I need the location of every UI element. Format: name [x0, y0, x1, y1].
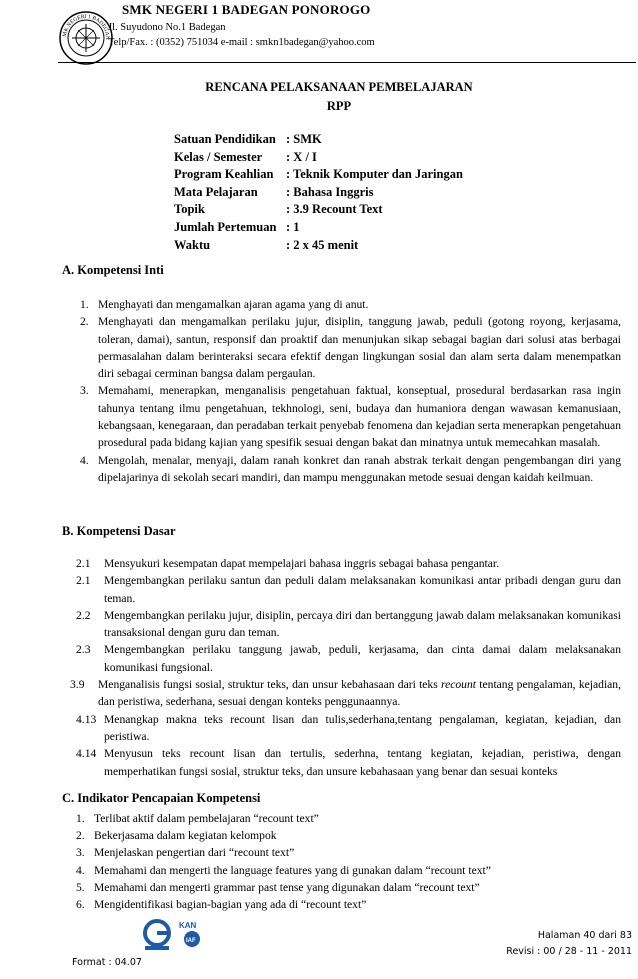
identity-value: : Teknik Komputer dan Jaringan — [286, 167, 463, 182]
identity-label: Program Keahlian — [174, 167, 274, 182]
item-number: 2.3 — [76, 643, 91, 657]
identity-row — [174, 167, 463, 185]
identity-value: : 1 — [286, 219, 300, 234]
item-text: Mengidentifikasi bagian-bagian yang ada di “recount text” — [94, 898, 367, 912]
certification-logo-icon — [142, 918, 172, 952]
identity-value: : 3.9 Recount Text — [286, 202, 383, 217]
list-item — [76, 572, 621, 607]
item-number: 5. — [76, 880, 85, 894]
item-number: 2. — [80, 315, 89, 329]
item-text: Memahami, menerapkan, menganalisis pengetahuan faktual, konseptual, prosedural berdasarkan rasa ingin tahunya tentang ilmu pengetahuan, tekhnologi, seni, budaya dan humaniora dengan wawasan kemanusiaan, kebangsaan, kenegaraan, dan peradaban terkait penyebab fenomena dan kejadian serta menerapkan pengetahuan prosedural pada bidang kajian yang spesifik sesuai dengan bakat dan minatnya untuk memecahkan masalah. — [98, 384, 621, 450]
identity-row — [174, 202, 463, 220]
indikator-list — [76, 810, 621, 913]
identity-value: : Bahasa Inggris — [286, 184, 374, 199]
item-text: Mengembangkan perilaku tanggung jawab, peduli, kerjasama, dan cinta damai dalam melaksanakan komunikasi fungsional. — [104, 643, 621, 674]
item-number: 3. — [80, 384, 89, 398]
list-item — [76, 879, 621, 896]
item-text: tentang pengalaman, kejadian, dan peristiwa, sederhana, sesuai dengan konteks penggunaannya. — [98, 678, 622, 709]
item-text: Memahami dan mengerti the language features yang di gunakan dalam “recount text” — [94, 863, 491, 877]
logo-text: MK NEGERI 1 BADEGAN — [61, 13, 111, 40]
item-text: Mengembangkan perilaku jujur, disiplin, percaya diri dan bertanggung jawab dalam melaksanakan komunikasi transaksional dengan guru dan teman. — [104, 608, 621, 640]
item-text: Menganalisis fungsi sosial, struktur teks, dan unsur kebahasaan dari teks — [98, 678, 442, 692]
kompetensi-dasar-list — [70, 555, 622, 780]
item-number: 4. — [76, 863, 85, 877]
item-number: 2.1 — [76, 574, 91, 588]
item-number: 3.9 — [70, 678, 85, 692]
list-item — [70, 676, 621, 711]
school-address: Jl. Suyudono No.1 Badegan — [108, 22, 226, 33]
revision-info: Revisi : 00 / 28 - 11 - 2011 — [506, 946, 632, 957]
item-text: Memahami dan mengerti grammar past tense yang digunakan dalam “recount text” — [94, 880, 480, 894]
identity-label: Mata Pelajaran — [174, 184, 258, 199]
item-number: 4.14 — [76, 747, 97, 761]
item-text: Bekerjasama dalam kegiatan kelompok — [94, 829, 277, 843]
identity-label: Satuan Pendidikan — [174, 132, 276, 146]
identity-value: : 2 x 45 menit — [286, 237, 359, 252]
document-subtitle: RPP — [326, 99, 352, 113]
item-text: Mensyukuri kesempatan dapat mempelajari bahasa inggris sebagai bahasa pengantar. — [104, 557, 500, 570]
item-number: 4.13 — [76, 712, 97, 726]
section-heading-kompetensi-inti: A. Kompetensi Inti — [62, 263, 164, 277]
section-heading-kompetensi-dasar: B. Kompetensi Dasar — [62, 524, 176, 538]
identity-label: Jumlah Pertemuan — [174, 219, 277, 234]
school-logo-icon — [58, 10, 114, 66]
identity-value: : SMK — [286, 132, 322, 146]
identity-row — [174, 132, 463, 150]
list-item — [76, 844, 621, 861]
list-item — [76, 555, 621, 572]
list-item — [80, 382, 621, 451]
document-title: RENCANA PELAKSANAAN PEMBELAJARAN — [205, 80, 473, 94]
item-number: 2.2 — [76, 608, 91, 622]
item-text: Menjelaskan pengertian dari “recount text” — [94, 846, 295, 860]
list-item — [76, 896, 621, 913]
item-number: 2.1 — [76, 557, 91, 570]
identity-label: Topik — [174, 202, 205, 217]
format-code: Format : 04.07 — [72, 957, 142, 968]
page-number: Halaman 40 dari 83 — [537, 930, 632, 941]
list-item — [76, 810, 621, 827]
list-item — [80, 296, 621, 313]
item-number: 2. — [76, 829, 85, 843]
item-number: 1. — [76, 812, 85, 825]
item-text: Terlibat aktif dalam pembelajaran “recount text” — [94, 812, 319, 825]
list-item — [80, 452, 621, 487]
item-text-italic: recount — [441, 678, 477, 692]
letterhead — [0, 0, 638, 80]
kompetensi-inti-list — [80, 296, 621, 486]
item-number: 3. — [76, 846, 85, 860]
svg-text:SMK NEGERI 1 BADEGAN — [58, 10, 110, 40]
list-item — [76, 641, 621, 676]
item-text: Mengembangkan perilaku santun dan peduli dalam melaksanakan komunikasi antar pribadi dengan guru dan teman. — [104, 574, 621, 605]
lesson-identity — [174, 132, 463, 255]
header-divider — [58, 62, 636, 63]
item-number: 6. — [76, 898, 85, 912]
identity-label: Kelas / Semester — [174, 149, 263, 164]
identity-row — [174, 238, 463, 256]
identity-row — [174, 185, 463, 203]
list-item — [76, 607, 621, 642]
item-number: 1. — [80, 298, 89, 311]
iaf-label: IAF — [186, 938, 196, 944]
identity-label: Waktu — [174, 237, 211, 252]
kan-label: KAN — [179, 921, 197, 930]
list-item — [76, 827, 621, 844]
school-contact: Telp/Fax. : (0352) 751034 e-mail : smkn1badegan@yahoo.com — [108, 37, 375, 48]
list-item — [80, 313, 621, 382]
item-text: Menangkap makna teks recount lisan dan tulis,sederhana,tentang pengalaman, kegiatan, kejadian, dan peristiwa. — [104, 712, 621, 743]
identity-value: : X / I — [286, 149, 317, 164]
list-item — [76, 862, 621, 879]
item-number: 4. — [80, 453, 89, 467]
list-item — [76, 745, 621, 780]
item-text: Menghayati dan mengamalkan perilaku jujur, disiplin, tanggung jawab, peduli (gotong royong, kerjasama, toleran, damai), santun, responsif dan proaktif dan menunjukan sikap sebagai bagian dari solusi atas berbagai permasalahan dalam berinteraksi secara efektif dengan lingkungan sosial dan alam serta dalam menempatkan diri sebagai cerminan bangsa dalam pergaulan. — [98, 315, 621, 381]
list-item — [76, 711, 621, 746]
item-text: Menghayati dan mengamalkan ajaran agama yang di anut. — [98, 298, 369, 311]
identity-row — [174, 220, 463, 238]
item-text: Menyusun teks recount lisan dan tertulis, sederhna, tentang kegiatan, kejadian, peristiwa, dengan memperhatikan fungsi sosial, struktur teks, dan unsure kebahasaan yang benar dan sesuai konteks — [104, 747, 621, 778]
section-heading-indikator: C. Indikator Pencapaian Kompetensi — [62, 791, 261, 805]
school-name: SMK NEGERI 1 BADEGAN PONOROGO — [122, 2, 371, 17]
identity-row — [174, 150, 463, 168]
item-text: Mengolah, menalar, menyaji, dalam ranah konkret dan ranah abstrak terkait dengan pengembangan diri yang dipelajarinya di sekolah secari mandiri, dan mampu menggunakan metode sesuai dengan kaidah keilmuan. — [98, 453, 621, 484]
kan-iaf-logo-icon — [178, 919, 206, 949]
